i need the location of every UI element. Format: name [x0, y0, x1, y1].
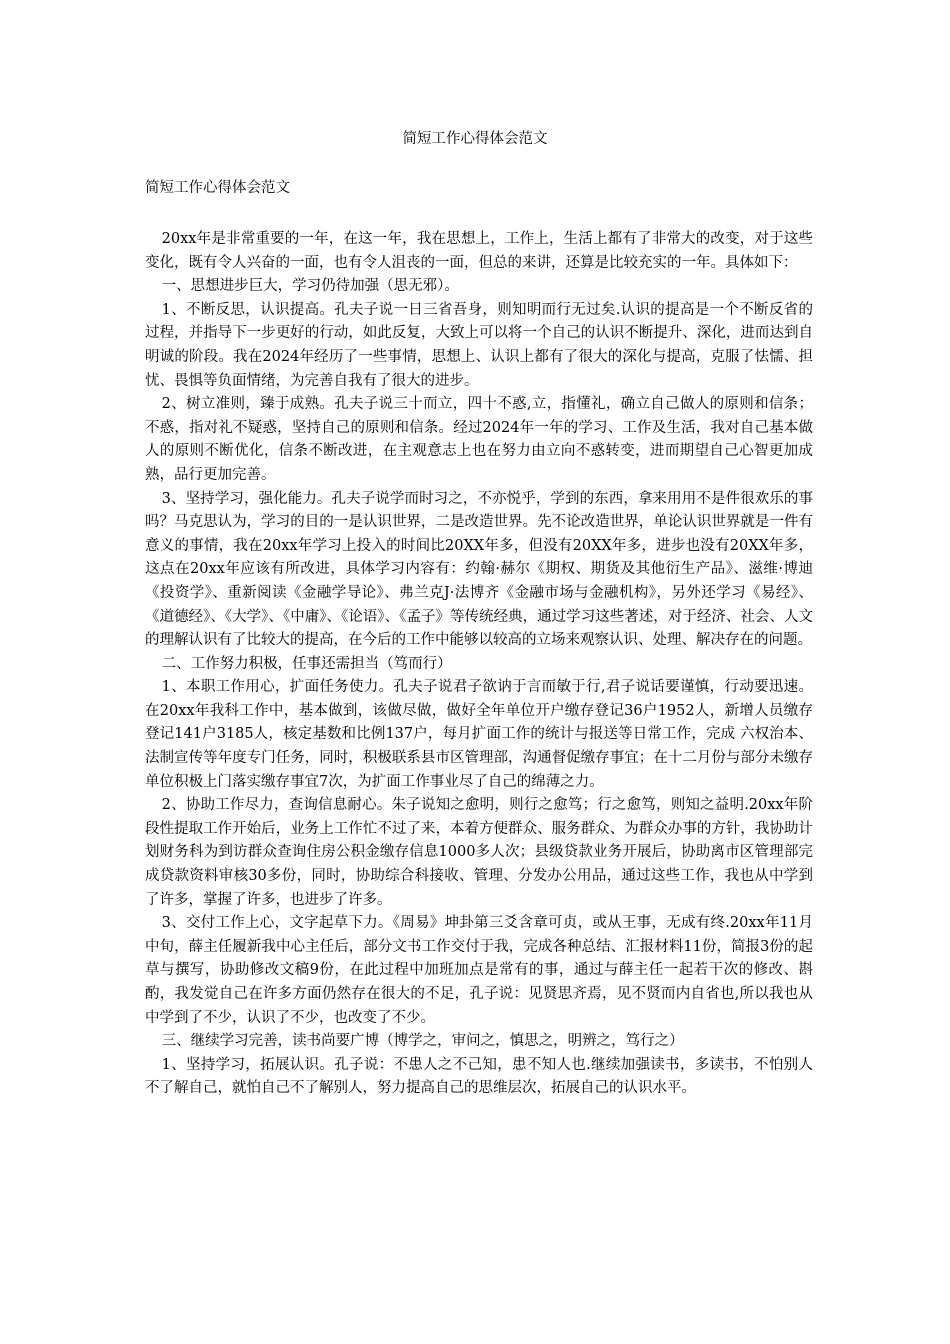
document-body	[145, 228, 813, 1101]
paragraph-2-2: 2、协助工作尽力，查询信息耐心。朱子说知之愈明，则行之愈笃；行之愈笃，则知之益明.20xx年阶段性提取工作开始后，业务上工作忙不过了来，本着方便群众、服务群众、为群众办事的方针，我协助计划财务科为到访群众查询住房公积金缴存信息1000多人次；县级贷款业务开展后，协助离市区管理部完成贷款资料审核30多份，同时，协助综合科接收、管理、分发办公用品，通过这些工作，我也从中学到了许多，掌握了许多，也进步了许多。	[145, 797, 813, 908]
paragraph-intro: 20xx年是非常重要的一年，在这一年，我在思想上，工作上，生活上都有了非常大的改变，对于这些变化，既有令人兴奋的一面，也有令人沮丧的一面，但总的来讲，还算是比较充实的一年。具体如下：	[145, 231, 813, 271]
paragraph-1-2: 2、树立准则，臻于成熟。孔夫子说三十而立，四十不惑,立，指懂礼，确立自己做人的原则和信条；不惑，指对礼不疑惑，坚持自己的原则和信条。经过2024年一年的学习、工作及生活，我对自己基本做人的原则不断优化，信条不断改进，在主观意志上也在努力由立向不惑转变，进而期望自己心智更加成熟，品行更加完善。	[145, 396, 813, 483]
paragraph-2-3: 3、交付工作上心，文字起草下力。《周易》坤卦第三爻含章可贞，或从王事，无成有终.20xx年11月中旬，薛主任履新我中心主任后，部分文书工作交付于我，完成各种总结、汇报材料11份，简报3份的起草与撰写，协助修改文稿9份，在此过程中加班加点是常有的事，通过与薛主任一起若干次的修改、斟酌，我发觉自己在许多方面仍然存在很大的不足，孔子说：见贤思齐焉，见不贤而内自省也,所以我也从中学到了不少，认识了不少，也改变了不少。	[145, 915, 813, 1026]
paragraph-2-1: 1、本职工作用心，扩面任务使力。孔夫子说君子欲讷于言而敏于行,君子说话要谨慎，行动要迅速。在20xx年我科工作中，基本做到，该做尽做，做好全年单位开户缴存登记36户1952人，新增人员缴存登记141户3185人，核定基数和比例137户，每月扩面工作的统计与报送等日常工作，完成 六权治本、法制宣传等年度专门任务，同时，积极联系县市区管理部，沟通督促缴存事宜；在十二月份与部分未缴存单位积极上门落实缴存事宜7次，为扩面工作事业尽了自己的绵薄之力。	[145, 679, 813, 790]
section-heading-2: 二、工作努力积极，任事还需担当（笃而行）	[161, 655, 452, 672]
section-heading-1: 一、思想进步巨大，学习仍待加强（思无邪）。	[161, 278, 459, 295]
document-subtitle: 简短工作心得体会范文	[145, 180, 290, 196]
section-heading-3: 三、继续学习完善，读书尚要广博（博学之，审问之，慎思之，明辨之，笃行之）	[161, 1033, 684, 1050]
paragraph-1-1: 1、不断反思，认识提高。孔夫子说一日三省吾身，则知明而行无过矣.认识的提高是一个不断反省的过程，并指导下一步更好的行动，如此反复，大致上可以将一个自己的认识不断提升、深化，进而达到自明诚的阶段。我在2024年经历了一些事情，思想上、认识上都有了很大的深化与提高，克服了怯懦、担忧、畏惧等负面情绪，为完善自我有了很大的进步。	[145, 301, 813, 389]
paragraph-1-3: 3、坚持学习，强化能力。孔夫子说学而时习之，不亦悦乎，学到的东西，拿来用用不是件很欢乐的事吗？马克思认为，学习的目的一是认识世界，二是改造世界。先不论改造世界，单论认识世界就是一件有意义的事情，我在20xx年学习上投入的时间比20XX年多，但没有20XX年多，进步也没有20XX年多，这点在20xx年应该有所改进，具体学习内容有：约翰·赫尔《期权、期货及其他衍生产品》、滋维·博迪《投资学》、重新阅读《金融学导论》、弗兰克J·法博齐《金融市场与金融机构》，另外还学习《易经》、《道德经》、《大学》、《中庸》、《论语》、《孟子》等传统经典，通过学习这些著述，对于经济、社会、人文的理解认识有了比较大的提高，在今后的工作中能够以较高的立场来观察认识、处理、解决存在的问题。	[145, 490, 813, 649]
paragraph-3-1: 1、坚持学习，拓展认识。孔子说：不患人之不己知，患不知人也.继续加强读书，多读书，不怕别人不了解自己，就怕自己不了解别人，努力提高自己的思维层次，拓展自己的认识水平。	[145, 1056, 813, 1097]
document-title: 简短工作心得体会范文	[402, 131, 548, 147]
